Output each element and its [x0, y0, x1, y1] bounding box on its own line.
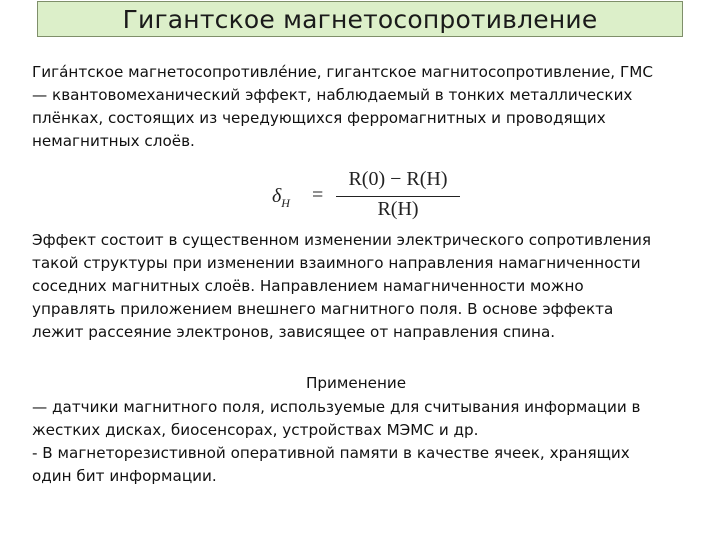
gmr-formula — [270, 168, 470, 222]
slide-title: Гигантское магнетосопротивление — [122, 4, 598, 34]
formula-lhs — [272, 185, 290, 211]
definition-paragraph: Гига́нтское магнетосопротивле́ние, гигантское магнитосопротивление, ГМС — квантовомеханический эффект, наблюдаемый в тонких металлических плёнках, состоящих из чередующихся ферромагнитных и проводящих немагнитных слоёв. — [32, 63, 653, 150]
applications-text: — датчики магнитного поля, используемые для считывания информации в жестких дисках, биосенсорах, устройствах МЭМС и др. - В магнеторезистивной оперативной памяти в качестве ячеек, хранящих один бит информации. — [32, 398, 641, 485]
formula-fraction-bar — [336, 196, 460, 197]
formula-denominator: R(H) — [377, 198, 419, 220]
formula-equals: = — [312, 184, 324, 206]
effect-paragraph: Эффект состоит в существенном изменении электрического сопротивления такой структуры при изменении взаимного направления намагниченности соседних магнитных слоёв. Направлением намагниченности можно управлять приложением внешнего магнитного поля. В основе эффекта лежит рассеяние электронов, зависящее от направления спина. — [32, 231, 651, 341]
applications-heading: Применение — [306, 374, 407, 392]
slide-title-box — [37, 1, 683, 37]
formula-lhs-symbol: δ — [272, 185, 282, 207]
formula-lhs-subscript: H — [281, 196, 290, 210]
formula-numerator: R(0) − R(H) — [348, 168, 448, 190]
